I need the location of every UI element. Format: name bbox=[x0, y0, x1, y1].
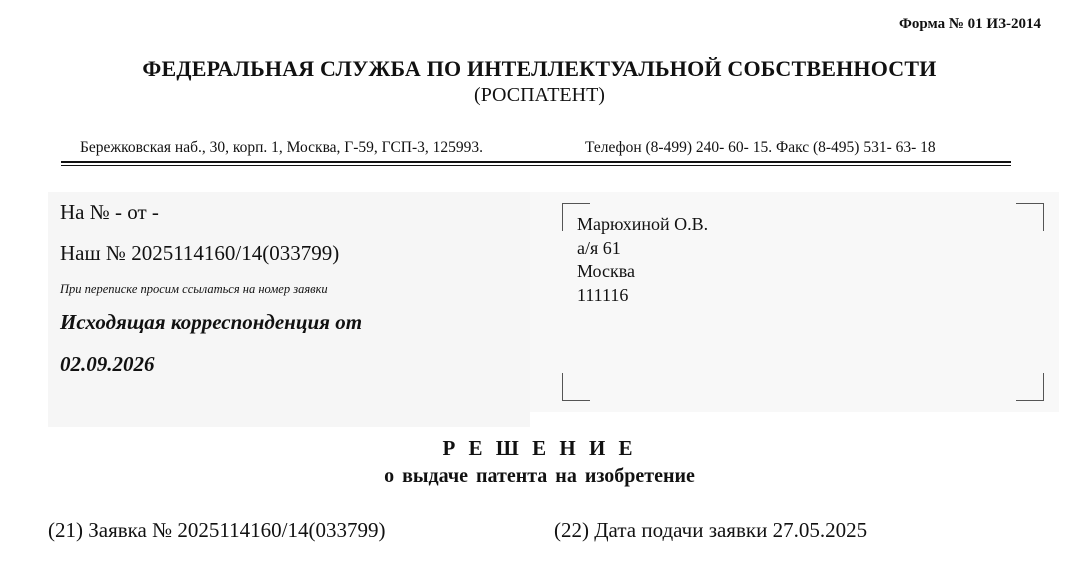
recipient-name: Марюхиной О.В. bbox=[577, 214, 709, 234]
recipient-po-box: а/я 61 bbox=[577, 238, 621, 258]
decision-subtitle: о выдаче патента на изобретение bbox=[384, 465, 695, 487]
your-reference: На № - от - bbox=[60, 200, 159, 224]
agency-phone-fax: Телефон (8-499) 240- 60- 15. Факс (8-495) 531- 63- 18 bbox=[585, 139, 936, 156]
outgoing-correspondence-label: Исходящая корреспонденция от bbox=[60, 310, 363, 334]
application-filing-date: (22) Дата подачи заявки 27.05.2025 bbox=[554, 518, 868, 542]
agency-short-name: (РОСПАТЕНТ) bbox=[474, 84, 605, 106]
recipient-postal-code: 111116 bbox=[577, 285, 629, 305]
agency-address: Бережковская наб., 30, корп. 1, Москва, Г-59, ГСП-3, 125993. bbox=[80, 139, 484, 156]
form-number: Форма № 01 ИЗ-2014 bbox=[898, 16, 1041, 32]
address-window-corner-top-right bbox=[1016, 203, 1044, 231]
outgoing-correspondence-date: 02.09.2026 bbox=[60, 352, 155, 376]
application-number: (21) Заявка № 2025114160/14(033799) bbox=[48, 518, 386, 542]
recipient-city: Москва bbox=[577, 261, 635, 281]
agency-name: ФЕДЕРАЛЬНАЯ СЛУЖБА ПО ИНТЕЛЛЕКТУАЛЬНОЙ СОБСТВЕННОСТИ bbox=[142, 56, 937, 81]
address-window-corner-bottom-right bbox=[1016, 373, 1044, 401]
header-divider-thick bbox=[61, 161, 1011, 163]
header-divider-thin bbox=[61, 165, 1011, 166]
correspondence-note: При переписке просим ссылаться на номер заявки bbox=[60, 282, 328, 296]
decision-title: Р Е Ш Е Н И Е bbox=[442, 436, 637, 460]
address-window-corner-bottom-left bbox=[562, 373, 590, 401]
our-reference-number: Наш № 2025114160/14(033799) bbox=[60, 241, 340, 265]
